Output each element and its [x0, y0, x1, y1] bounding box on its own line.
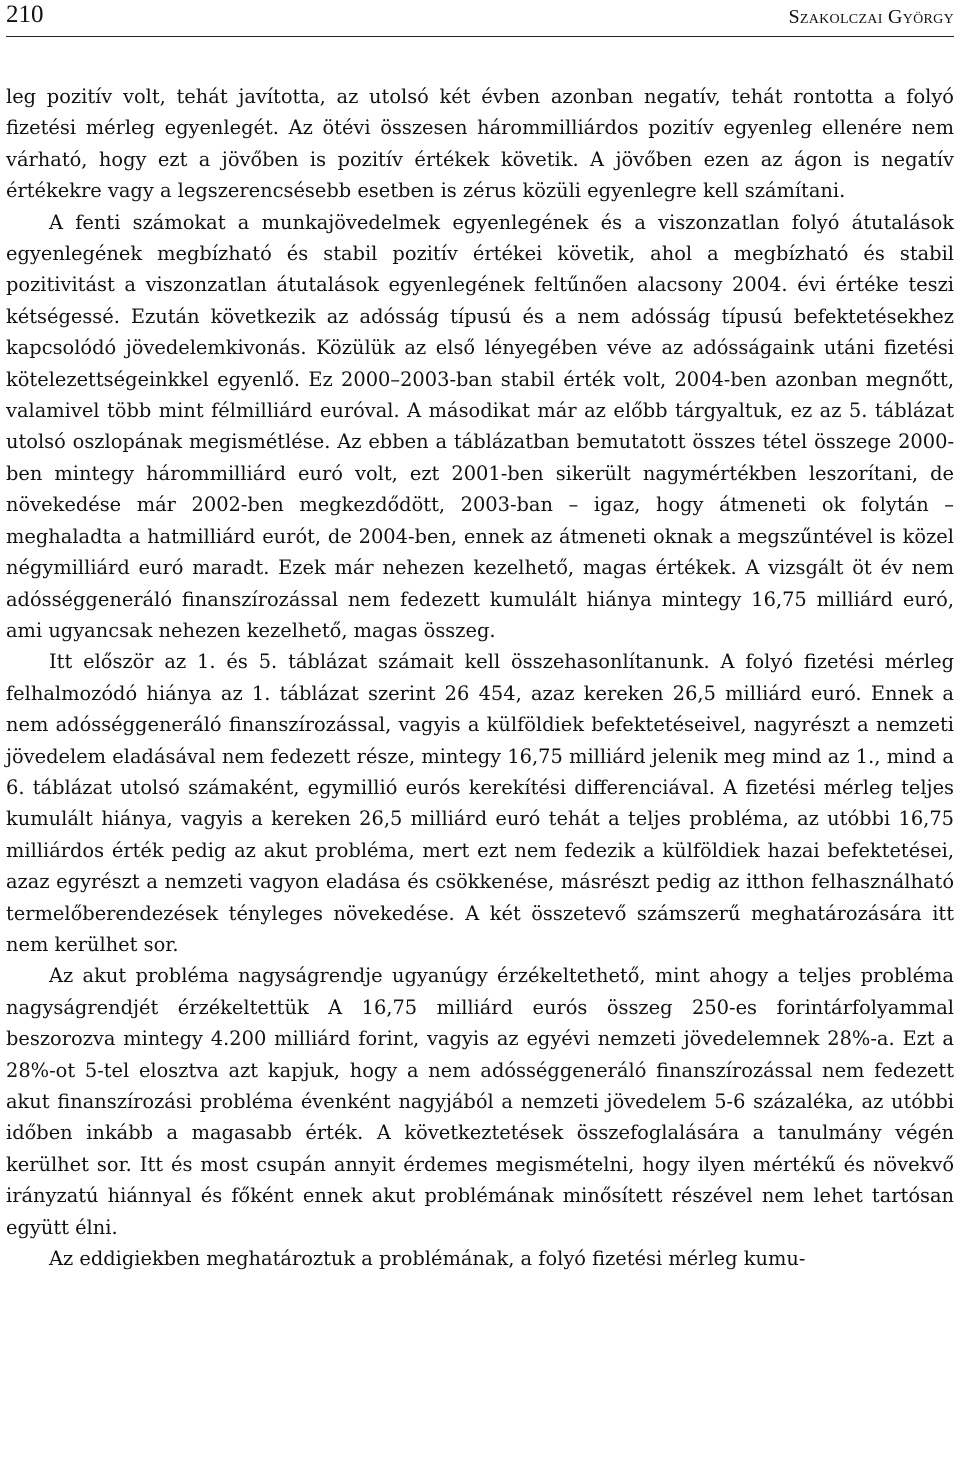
paragraph: Az eddigiekben meghatároztuk a problémának, a folyó fizetési mérleg kumu- [49, 1247, 806, 1271]
paragraph-continuation: leg pozitív volt, tehát javította, az utolsó két évben azonban negatív, tehát rontotta a folyó fizetési mérleg egyenlegét. Az ötévi összesen hárommilliárdos pozitív egyenleg ellenére nem várható, hogy ezt a jövőben is pozitív értékek követik. A jövőben ezen az ágon is negatív értékekre vagy a legszerencsésebb esetben is zérus közüli egyenlegre kell számítani. [6, 85, 954, 203]
page-number: 210 [6, 1, 44, 28]
running-head [6, 0, 954, 37]
page [6, 0, 954, 1274]
body-text [6, 81, 954, 1274]
running-head-author: Szakolczai György [788, 6, 954, 28]
paragraph: Az akut probléma nagyságrendje ugyanúgy érzékeltethető, mint ahogy a teljes probléma nagyságrendjét érzékeltettük A 16,75 milliárd eurós összeg 250-es forintárfolyammal beszorozva mintegy 4.200 milliárd forint, vagyis az egyévi nemzeti jövedelemnek 28%-a. Ezt a 28%-ot 5-tel elosztva azt kapjuk, hogy a nem adósséggeneráló finanszírozással nem fedezett akut finanszírozási probléma évenként nagyjából a nemzeti jövedelem 5-6 százaléka, az utóbbi időben inkább a magasabb érték. A következtetések összefoglalására a tanulmány végén kerülhet sor. Itt és most csupán annyit érdemes megismételni, hogy ilyen mértékű és növekvő irányzatú hiánnyal és főként ennek akut problémának minősített részével nem lehet tartósan együtt élni. [6, 964, 954, 1239]
paragraph: A fenti számokat a munkajövedelmek egyenlegének és a viszonzatlan folyó átutalások egyenlegének megbízható és stabil pozitív értékei követik, ahol a megbízható és stabil pozitivitást a viszonzatlan átutalások egyenlegének feltűnően alacsony 2004. évi értéke teszi kétségessé. Ezután következik az adósság típusú és a nem adósság típusú befektetésekhez kapcsolódó jövedelemkivonás. Közülük az első lényegében véve az adósságaink utáni fizetési kötelezettségeinkkel egyenlő. Ez 2000–2003-ban stabil érték volt, 2004-ben azonban megnőtt, valamivel több mint félmilliárd euróval. A másodikat már az előbb tárgyaltuk, ez az 5. táblázat utolsó oszlopának megismétlése. Az ebben a táblázatban bemutatott összes tétel összege 2000-ben mintegy hárommilliárd euró volt, ezt 2001-ben sikerült nagymértékben leszorítani, de növekedése már 2002-ben megkezdődött, 2003-ban – igaz, hogy átmeneti ok folytán – meghaladta a hatmilliárd eurót, de 2004-ben, ennek az átmeneti oknak a megszűntével is közel négymilliárd euró maradt. Ezek már nehezen kezelhető, magas értékek. A vizsgált öt év nem adósséggeneráló finanszírozással nem fedezett kumulált hiánya mintegy 16,75 milliárd euró, ami ugyancsak nehezen kezelhető, magas összeg. [6, 210, 954, 642]
paragraph: Itt először az 1. és 5. táblázat számait kell összehasonlítanunk. A folyó fizetési mérleg felhalmozódó hiánya az 1. táblázat szerint 26 454, azaz kereken 26,5 milliárd euró. Ennek a nem adósséggeneráló finanszírozással, vagyis a külföldiek befektetéseivel, nagyrészt a nemzeti jövedelem eladásával nem fedezett része, mintegy 16,75 milliárd jelenik meg mind az 1., mind a 6. táblázat utolsó számaként, egymillió eurós kerekítési differenciával. A fizetési mérleg teljes kumulált hiánya, vagyis a kereken 26,5 milliárd euró tehát a teljes probléma, az utóbbi 16,75 milliárdos érték pedig az akut probléma, mert ezt nem fedezik a külföldiek hazai befektetései, azaz egyrészt a nemzeti vagyon eladása és csökkenése, másrészt pedig az itthon felhasználható termelőberendezések tényleges növekedése. A két összetevő számszerű meghatározására itt nem kerülhet sor. [6, 650, 954, 956]
